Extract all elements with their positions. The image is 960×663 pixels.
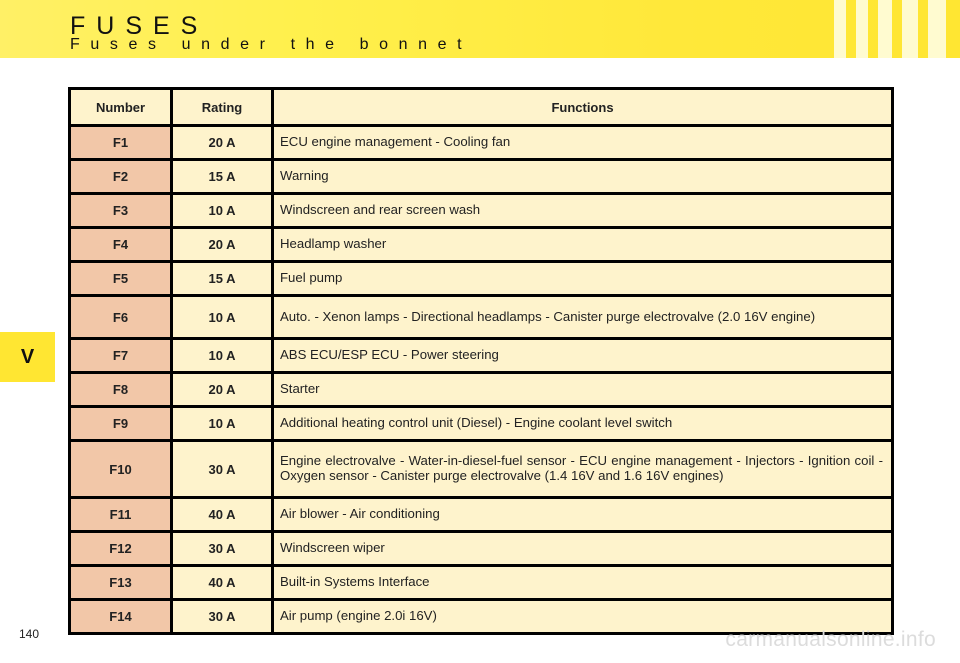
fuse-function: Headlamp washer — [280, 236, 387, 252]
fuse-number: F14 — [70, 600, 172, 634]
table-row — [70, 373, 893, 407]
header-stripe — [834, 0, 846, 58]
fuse-rating: 10 A — [172, 194, 273, 228]
fuse-function: Air pump (engine 2.0i 16V) — [280, 608, 437, 624]
header-number: Number — [70, 89, 172, 126]
table-row — [70, 296, 893, 339]
page-header — [0, 0, 960, 58]
fuse-function-cell — [273, 194, 893, 228]
fuse-number: F5 — [70, 262, 172, 296]
fuse-function-cell — [273, 373, 893, 407]
watermark: carmanualsonline.info — [725, 628, 936, 651]
fuse-rating: 15 A — [172, 262, 273, 296]
fuse-number: F6 — [70, 296, 172, 339]
fuse-number: F2 — [70, 160, 172, 194]
fuse-number: F8 — [70, 373, 172, 407]
fuse-rating: 20 A — [172, 373, 273, 407]
fuse-rating: 20 A — [172, 126, 273, 160]
table-row — [70, 407, 893, 441]
fuse-number: F13 — [70, 566, 172, 600]
fuse-rating: 15 A — [172, 160, 273, 194]
header-stripe — [878, 0, 892, 58]
table-row — [70, 126, 893, 160]
header-stripe — [902, 0, 918, 58]
fuse-rating: 30 A — [172, 441, 273, 498]
page-title: FUSES — [70, 12, 209, 40]
fuse-table — [68, 87, 894, 635]
fuse-function: ABS ECU/ESP ECU - Power steering — [280, 347, 499, 363]
fuse-rating: 10 A — [172, 407, 273, 441]
fuse-function-cell — [273, 126, 893, 160]
fuse-rating: 10 A — [172, 296, 273, 339]
header-stripe — [928, 0, 946, 58]
fuse-function: ECU engine management - Cooling fan — [280, 134, 511, 150]
fuse-rating: 20 A — [172, 228, 273, 262]
fuse-function: Fuel pump — [280, 270, 343, 286]
fuse-number: F12 — [70, 532, 172, 566]
table-row — [70, 194, 893, 228]
fuse-function: Additional heating control unit (Diesel) - Engine coolant level switch — [280, 415, 673, 431]
fuse-function: Windscreen wiper — [280, 540, 385, 556]
fuse-function: Warning — [280, 168, 329, 184]
fuse-function: Built-in Systems Interface — [280, 574, 430, 590]
fuse-rating: 40 A — [172, 498, 273, 532]
fuse-function-cell — [273, 441, 893, 498]
table-row — [70, 339, 893, 373]
fuse-rating: 10 A — [172, 339, 273, 373]
fuse-number: F7 — [70, 339, 172, 373]
chapter-tab: V — [0, 332, 55, 382]
header-stripe — [856, 0, 868, 58]
fuse-function-cell — [273, 532, 893, 566]
fuse-number: F4 — [70, 228, 172, 262]
fuse-rating: 40 A — [172, 566, 273, 600]
fuse-number: F1 — [70, 126, 172, 160]
fuse-rating: 30 A — [172, 532, 273, 566]
fuse-function: Auto. - Xenon lamps - Directional headlamps - Canister purge electrovalve (2.0 16V engine) — [280, 308, 816, 324]
fuse-function-cell — [273, 262, 893, 296]
table-row — [70, 160, 893, 194]
header-rating: Rating — [172, 89, 273, 126]
table-row — [70, 532, 893, 566]
fuse-function-cell — [273, 160, 893, 194]
fuse-function-cell — [273, 407, 893, 441]
fuse-function-cell — [273, 228, 893, 262]
fuse-function-cell — [273, 339, 893, 373]
fuse-table-wrapper — [68, 87, 894, 624]
fuse-number: F9 — [70, 407, 172, 441]
fuse-function-cell — [273, 296, 893, 339]
fuse-function: Starter — [280, 381, 320, 397]
table-row — [70, 262, 893, 296]
header-functions: Functions — [273, 89, 893, 126]
table-row — [70, 498, 893, 532]
fuse-function: Engine electrovalve - Water-in-diesel-fuel sensor - ECU engine management - Injectors - Ignition coil - Oxygen sensor - Canister purge electrovalve (1.4 16V and 1.6 16V engines) — [280, 453, 883, 483]
page-number: 140 — [19, 627, 40, 641]
fuse-number: F10 — [70, 441, 172, 498]
header-stripes — [826, 0, 960, 58]
fuse-table-body — [70, 126, 893, 634]
fuse-number: F11 — [70, 498, 172, 532]
fuse-function-cell — [273, 498, 893, 532]
fuse-number: F3 — [70, 194, 172, 228]
fuse-rating: 30 A — [172, 600, 273, 634]
page-subtitle: Fuses under the bonnet — [70, 36, 473, 53]
fuse-function: Windscreen and rear screen wash — [280, 202, 481, 218]
table-row — [70, 566, 893, 600]
table-row — [70, 441, 893, 498]
fuse-function-cell — [273, 566, 893, 600]
table-row — [70, 228, 893, 262]
fuse-function: Air blower - Air conditioning — [280, 506, 440, 522]
